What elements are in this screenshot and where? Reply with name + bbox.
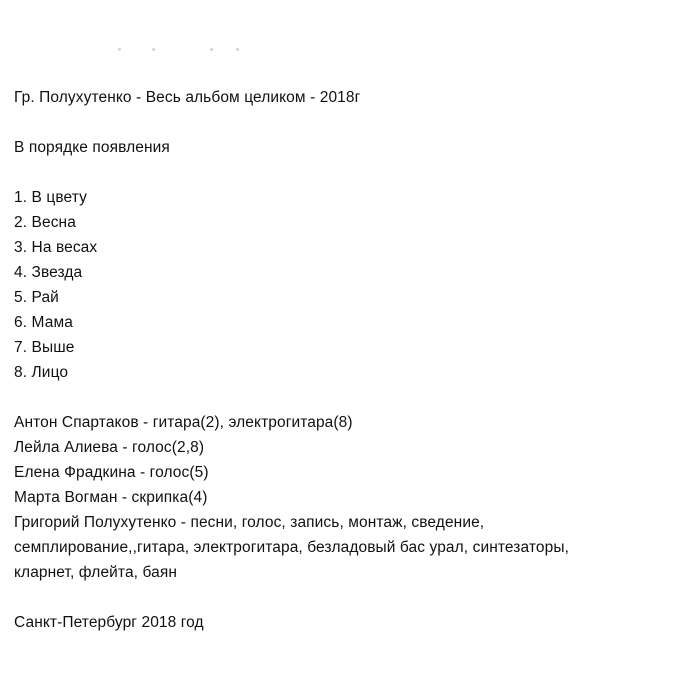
album-title: Гр. Полухутенко - Весь альбом целиком - 2018г xyxy=(14,89,361,106)
credit-line: кларнет, флейта, баян xyxy=(14,564,177,581)
credit-line: Григорий Полухутенко - песни, голос, запись, монтаж, сведение, xyxy=(14,514,485,531)
track-item: 8. Лицо xyxy=(14,364,69,381)
text-document xyxy=(14,0,686,700)
track-item: 4. Звезда xyxy=(14,264,83,281)
track-item: 7. Выше xyxy=(14,339,75,356)
credit-line: Антон Спартаков - гитара(2), электрогитара(8) xyxy=(14,414,353,431)
credit-line: Елена Фрадкина - голос(5) xyxy=(14,464,209,481)
credit-line: Лейла Алиева - голос(2,8) xyxy=(14,439,205,456)
track-item: 2. Весна xyxy=(14,214,76,231)
order-note: В порядке появления xyxy=(14,139,170,156)
track-list xyxy=(14,185,686,385)
track-item: 3. На весах xyxy=(14,239,98,256)
track-item: 5. Рай xyxy=(14,289,59,306)
track-item: 6. Мама xyxy=(14,314,73,331)
credit-line: Марта Вогман - скрипка(4) xyxy=(14,489,208,506)
credits-list xyxy=(14,410,686,585)
footer-location-year: Санкт-Петербург 2018 год xyxy=(14,614,204,631)
credit-line: семплирование,,гитара, электрогитара, безладовый бас урал, синтезаторы, xyxy=(14,539,569,556)
track-item: 1. В цвету xyxy=(14,189,87,206)
